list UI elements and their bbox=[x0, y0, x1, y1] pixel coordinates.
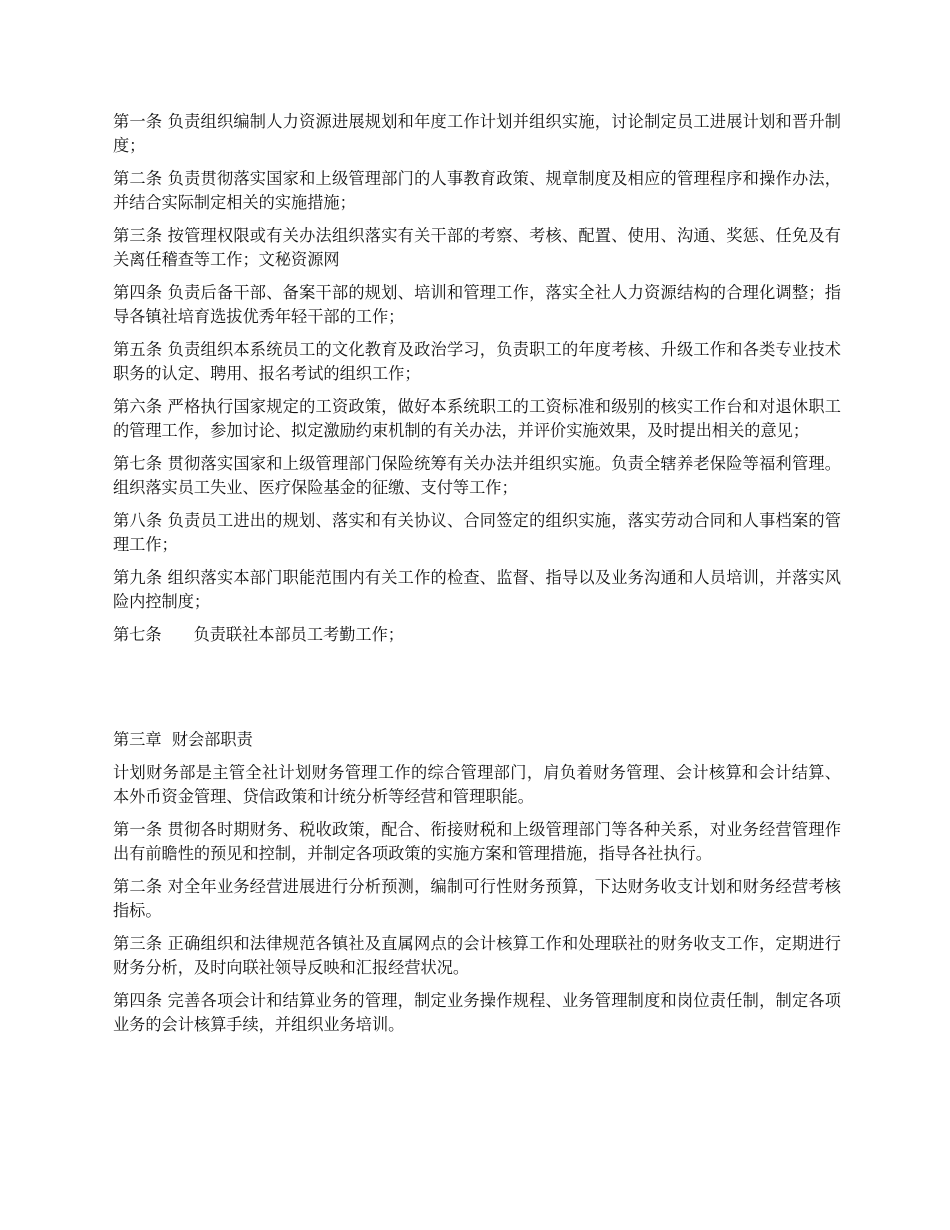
finance-article-4: 第四条 完善各项会计和结算业务的管理，制定业务操作规程、业务管理制度和岗位责任制，制定各项业务的会计核算手续，并组织业务培训。 bbox=[113, 991, 841, 1034]
article-6: 第六条 严格执行国家规定的工资政策，做好本系统职工的工资标准和级别的核实工作台和对退休职工的管理工作，参加讨论、拟定激励约束机制的有关办法，并评价实施效果，及时提出相关的意见； bbox=[113, 397, 841, 440]
document-page bbox=[113, 110, 841, 1046]
article-attendance-text: 负责联社本部员工考勤工作； bbox=[193, 625, 404, 644]
article-5: 第五条 负责组织本系统员工的文化教育及政治学习，负责职工的年度考核、升级工作和各类专业技术职务的认定、聘用、报名考试的组织工作； bbox=[113, 340, 841, 383]
chapter-intro: 计划财务部是主管全社计划财务管理工作的综合管理部门，肩负着财务管理、会计核算和会计结算、本外币资金管理、贷信政策和计统分析等经营和管理职能。 bbox=[113, 763, 841, 806]
article-2: 第二条 负责贯彻落实国家和上级管理部门的人事教育政策、规章制度及相应的管理程序和操作办法，并结合实际制定相关的实施措施； bbox=[113, 169, 841, 212]
section-spacer bbox=[113, 656, 841, 728]
article-3: 第三条 按管理权限或有关办法组织落实有关干部的考察、考核、配置、使用、沟通、奖惩、任免及有关离任稽查等工作；文秘资源网 bbox=[113, 226, 841, 269]
article-9: 第九条 组织落实本部门职能范围内有关工作的检查、监督、指导以及业务沟通和人员培训，并落实风险内控制度； bbox=[113, 568, 841, 611]
article-4: 第四条 负责后备干部、备案干部的规划、培训和管理工作，落实全社人力资源结构的合理化调整；指导各镇社培育选拔优秀年轻干部的工作； bbox=[113, 283, 841, 326]
chapter-heading: 第三章 财会部职责 bbox=[113, 730, 253, 749]
article-attendance bbox=[113, 623, 841, 647]
article-7: 第七条 贯彻落实国家和上级管理部门保险统筹有关办法并组织实施。负责全辖养老保险等福利管理。组织落实员工失业、医疗保险基金的征缴、支付等工作； bbox=[113, 454, 841, 497]
article-1: 第一条 负责组织编制人力资源进展规划和年度工作计划并组织实施，讨论制定员工进展计划和晋升制度； bbox=[113, 112, 841, 155]
finance-article-1: 第一条 贯彻各时期财务、税收政策，配合、衔接财税和上级管理部门等各种关系，对业务经营管理作出有前瞻性的预见和控制，并制定各项政策的实施方案和管理措施，指导各社执行。 bbox=[113, 820, 841, 863]
article-attendance-number: 第七条 bbox=[113, 625, 162, 644]
finance-article-3: 第三条 正确组织和法律规范各镇社及直属网点的会计核算工作和处理联社的财务收支工作，定期进行财务分析，及时向联社领导反映和汇报经营状况。 bbox=[113, 934, 841, 977]
article-8: 第八条 负责员工进出的规划、落实和有关协议、合同签定的组织实施，落实劳动合同和人事档案的管理工作； bbox=[113, 511, 841, 554]
finance-article-2: 第二条 对全年业务经营进展进行分析预测，编制可行性财务预算，下达财务收支计划和财务经营考核指标。 bbox=[113, 877, 841, 920]
